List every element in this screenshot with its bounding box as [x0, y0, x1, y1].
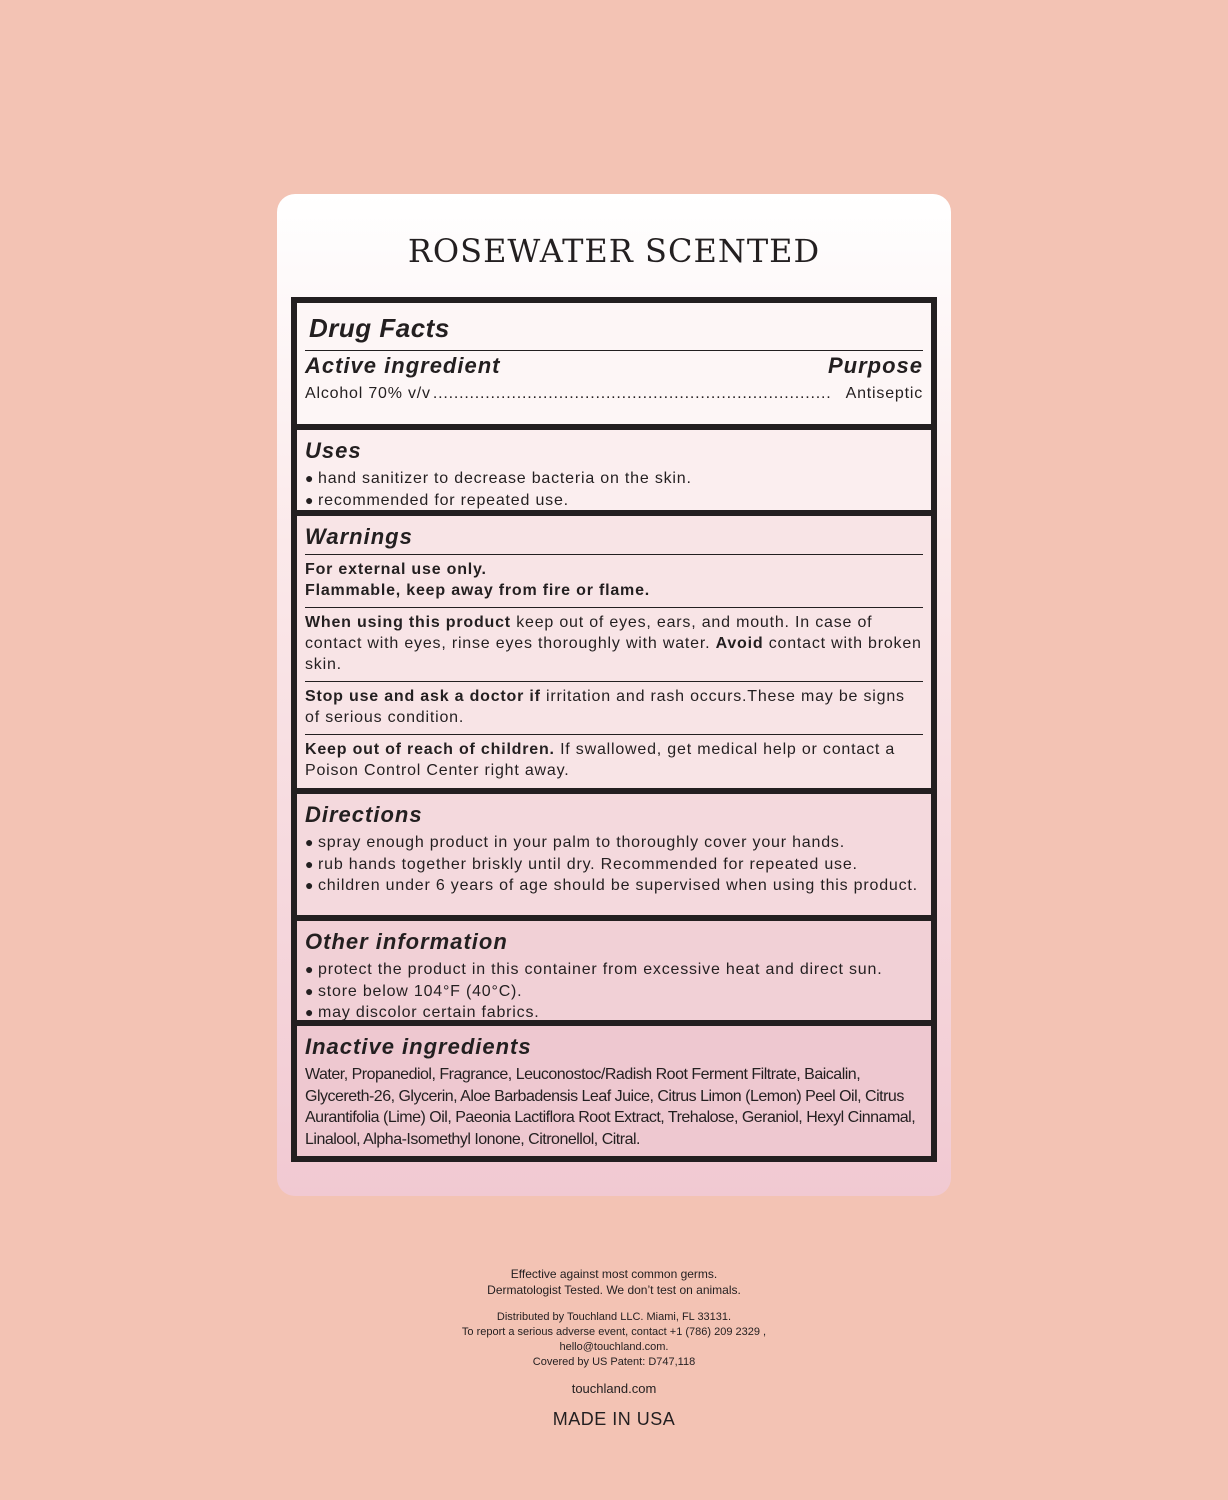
external-use-text: For external use only. [305, 561, 487, 578]
other-information-heading: Other information [305, 929, 508, 954]
drug-facts-title: Drug Facts [309, 313, 450, 343]
flammable-text: Flammable, keep away from fire or flame. [305, 582, 651, 599]
keep-out-block: Keep out of reach of children. If swallowed, get medical help or contact a Poison Control Center right away. [305, 741, 896, 779]
purpose-value: Antiseptic [845, 385, 923, 402]
active-ingredient-section [297, 303, 931, 424]
inactive-ingredients-section [297, 1026, 931, 1156]
active-ingredient-row [305, 385, 923, 403]
divider [305, 350, 923, 351]
list-item: ● recommended for repeated use. [305, 490, 923, 512]
uses-heading: Uses [305, 438, 362, 463]
list-item: ● hand sanitizer to decrease bacteria on the skin. [305, 468, 923, 490]
list-item: ● rub hands together briskly until dry. Recommended for repeated use. [305, 854, 923, 876]
bullet-icon: ● [305, 470, 315, 486]
when-using-block: When using this product keep out of eyes, ears, and mouth. In case of contact with eyes, rinse eyes thoroughly with water. Avoid contact with broken skin. [305, 614, 922, 673]
list-item: ● store below 104°F (40°C). [305, 981, 923, 1003]
bullet-icon: ● [305, 1004, 315, 1020]
contact-email: hello@touchland.com. [559, 1341, 669, 1353]
inactive-ingredients-text: Water, Propanediol, Fragrance, Leuconostoc/Radish Root Ferment Filtrate, Baicalin, Glycereth-26, Glycerin, Aloe Barbadensis Leaf Juice, Citrus Limon (Lemon) Peel Oil, Citrus Aurantifolia (Lime) Oil, Paeonia Lactiflora Root Extract, Trehalose, Geraniol, Hexyl Cinnamal, Linalool, Alpha-Isomethyl Ionone, Citronellol, Citral. [305, 1066, 916, 1148]
report-text: To report a serious adverse event, contact +1 (786) 209 2329 , [461, 1326, 767, 1338]
bullet-icon: ● [305, 877, 315, 893]
warnings-section [297, 516, 931, 788]
distributor-footer [0, 1310, 1228, 1370]
other-information-section [297, 921, 931, 1020]
external-use-block [305, 555, 923, 607]
bullet-icon: ● [305, 961, 315, 977]
warnings-heading: Warnings [305, 524, 413, 549]
active-ingredient-header-row [305, 353, 923, 379]
website-link: touchland.com [571, 1381, 657, 1396]
purpose-heading: Purpose [827, 353, 923, 378]
bullet-icon: ● [305, 491, 315, 508]
bullet-icon: ● [305, 855, 315, 872]
list-item: ● protect the product in this container from excessive heat and direct sun. [305, 959, 923, 981]
directions-heading: Directions [305, 802, 423, 827]
distributor-text: Distributed by Touchland LLC. Miami, FL 33131. [496, 1311, 732, 1323]
scent-title: ROSEWATER SCENTED [407, 232, 821, 270]
claims-footer [0, 1266, 1228, 1298]
drug-facts-panel [291, 297, 937, 1162]
directions-section [297, 794, 931, 915]
claim-tested: Dermatologist Tested. We don’t test on animals. [487, 1283, 741, 1297]
active-ingredient-value: Alcohol 70% v/v [305, 385, 431, 402]
bullet-icon: ● [305, 982, 315, 999]
inactive-ingredients-heading: Inactive ingredients [305, 1034, 532, 1059]
made-in-usa: MADE IN USA [552, 1409, 676, 1429]
claim-germs: Effective against most common germs. [510, 1267, 718, 1281]
leader-dots: ............................................................................ [432, 385, 832, 402]
uses-section [297, 430, 931, 510]
bullet-icon: ● [305, 834, 315, 850]
patent-text: Covered by US Patent: D747,118 [532, 1356, 696, 1368]
list-item: ● children under 6 years of age should be supervised when using this product. [305, 875, 923, 897]
stop-use-block: Stop use and ask a doctor if irritation and rash occurs.These may be signs of serious condition. [305, 688, 905, 726]
list-item: ● may discolor certain fabrics. [305, 1002, 923, 1024]
active-ingredient-heading: Active ingredient [305, 353, 501, 378]
list-item: ● spray enough product in your palm to thoroughly cover your hands. [305, 832, 923, 854]
